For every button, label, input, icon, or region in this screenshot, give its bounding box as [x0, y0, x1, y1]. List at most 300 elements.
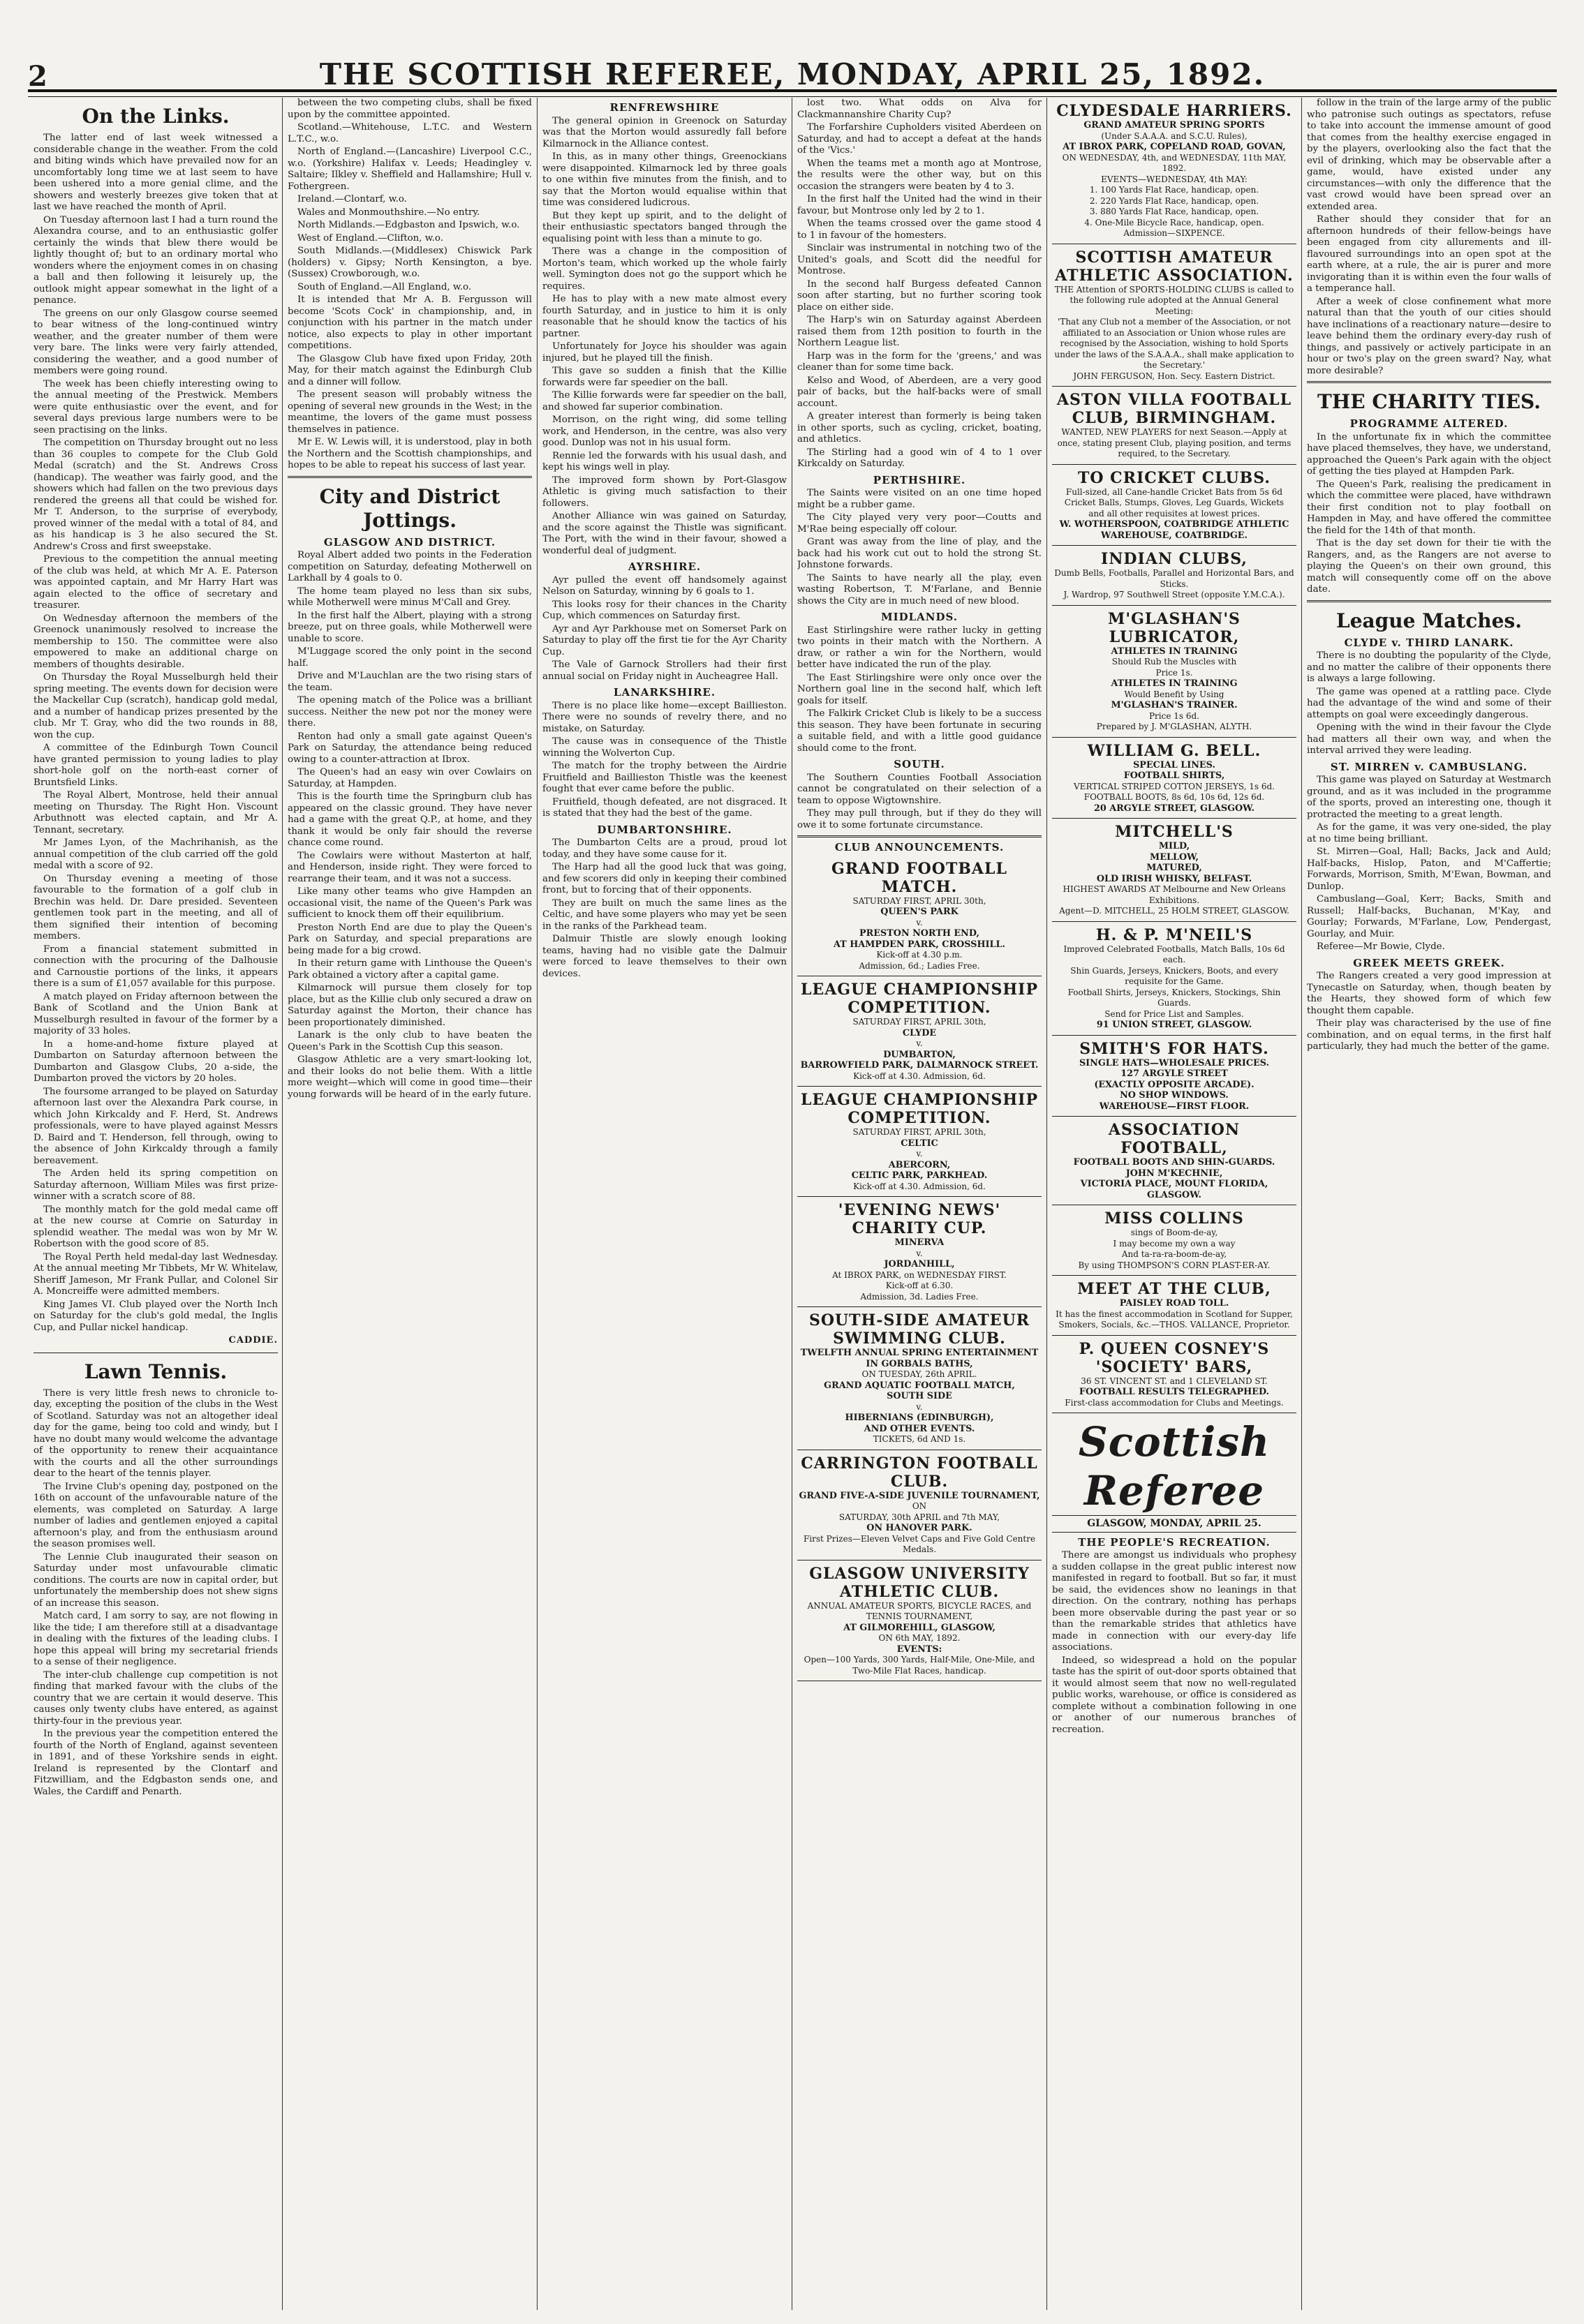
section-heading-links: On the Links.	[82, 105, 230, 128]
advertisements	[1052, 98, 1296, 1413]
recreation-article-continued	[1307, 98, 1551, 377]
column-rule	[1301, 98, 1302, 2310]
paragraph: In the second half Burgess defeated Cannon soon after starting, but no further scoring took place on either side.	[797, 278, 1042, 313]
paragraph: On Thursday evening a meeting of those favourable to the formation of a golf club in Brechin was held. Dr. Dare presided. Seventeen gentlemen took part in the meeting, and all of them signified their intention of becoming members.	[34, 873, 278, 941]
section-heading-city: City and District Jottings.	[319, 484, 501, 532]
paragraph: Ayr pulled the event off handsomely against Nelson on Saturday, winning by 6 goals to 1.	[542, 574, 787, 597]
paragraph: Previous to the competition the annual meeting of the club was held, at which Mr A. E. Paterson was appointed captain, and Mr Harry Hart was again elected to the office of secretary and treasurer.	[34, 554, 278, 611]
paragraph: Ayr and Ayr Parkhouse met on Somerset Park on Saturday to play off the first tie for the Ayr Charity Cup.	[542, 623, 787, 657]
advertisement-title: CLYDESDALE HARRIERS.	[1056, 102, 1292, 120]
paragraph: The Falkirk Cricket Club is likely to be a success this season. They have been fortunate in securing a suitable field, and with a little good guidance should come to the front.	[797, 708, 1042, 754]
announcement	[797, 1197, 1042, 1307]
subheading-glasgow: GLASGOW AND DISTRICT.	[323, 535, 496, 549]
paragraph: There is very little fresh news to chronicle to-day, excepting the position of the clubs in the West of Scotland. Saturday was not an altogether ideal day for the game, being too cold and windy, but I have no doubt many would welcome the advantage of the opportunity to renew their acquaintance with the courts and all the other surroundings dear to the heart of the tennis player.	[34, 1387, 278, 1479]
advertisement-line: JOHN FERGUSON, Hon. Secy. Eastern District.	[1073, 371, 1275, 381]
advertisement-line: First-class accommodation for Clubs and Meetings.	[1065, 1397, 1284, 1408]
subheading-perthshire: PERTHSHIRE.	[873, 473, 966, 486]
announcement-line: SATURDAY FIRST, APRIL 30th,	[852, 1017, 986, 1027]
announcement-line: GRAND FIVE-A-SIDE JUVENILE TOURNAMENT,	[799, 1490, 1040, 1501]
paragraph: East Stirlingshire were rather lucky in getting two points in their match with the Northern. A draw, or rather a win for the Northern, would better have indicated the run of the play.	[797, 625, 1042, 670]
recreation-article	[1052, 1550, 1296, 1736]
advertisement-line: SINGLE HATS—WHOLESALE PRICES.	[1079, 1057, 1270, 1068]
advertisement-line: AT IBROX PARK, COPELAND ROAD, GOVAN,	[1063, 142, 1286, 152]
lanarkshire-article	[542, 701, 787, 820]
announcement-line: Admission, 3d. Ladies Free.	[860, 1291, 979, 1302]
announcement-title: 'EVENING NEWS' CHARITY CUP.	[838, 1201, 1001, 1237]
paragraph: In the unfortunate fix in which the committee have placed themselves, they have, we understand, approached the Queen's Park again with the object of getting the ties played at Hampden Park.	[1307, 431, 1551, 477]
announcement-line: v.	[916, 1038, 923, 1048]
advertisement-line: MELLOW,	[1150, 851, 1199, 863]
paragraph: Referee—Mr Bowie, Clyde.	[1317, 941, 1445, 952]
paragraph: Fruitfield, though defeated, are not disgraced. It is stated that they had the best of the game.	[542, 796, 787, 819]
announcement-title: LEAGUE CHAMPIONSHIP COMPETITION.	[800, 981, 1039, 1017]
paragraph: In the first half the Albert, playing with a strong breeze, put on three goals, while Motherwell were unable to score.	[288, 610, 532, 644]
paragraph: The home team played no less than six subs, while Motherwell were minus M'Call and Grey.	[288, 586, 532, 608]
divider	[288, 476, 532, 478]
announcement-line: ON HANOVER PARK.	[866, 1523, 972, 1533]
advertisement-line: Full-sized, all Cane-handle Cricket Bats from 5s 6d	[1065, 486, 1283, 497]
announcement-line: MINERVA	[894, 1237, 945, 1248]
paragraph: When the teams crossed over the game stood 4 to 1 in favour of the homesters.	[797, 218, 1042, 241]
clyde-article	[1307, 650, 1551, 757]
advertisement-line: Price 1s.	[1155, 667, 1193, 678]
column-4	[797, 98, 1042, 2310]
advertisement-line: Should Rub the Muscles with	[1111, 657, 1237, 666]
advertisement-line: SPECIAL LINES.	[1133, 759, 1215, 770]
paragraph: But they kept up spirit, and to the delight of their enthusiastic spectators banged through the equalising point with less than a minute to go.	[542, 210, 787, 244]
scottish-referee-logo: Scottish Referee	[1078, 1418, 1271, 1514]
paragraph: Mr James Lyon, of the Machrihanish, as the annual competition of the club carried off the gold medal with a score of 92.	[34, 837, 278, 871]
paragraph: between the two competing clubs, shall be fixed upon by the committee appointed.	[288, 98, 532, 120]
paragraph: He has to play with a new mate almost every fourth Saturday, and in justice to him it is only reasonable that he should know the tactics of his partner.	[542, 294, 787, 339]
paragraph: In the previous year the competition entered the fourth of the North of England, against seventeen in 1891, and of these Yorkshire sends in eight. Ireland is represented by the Clontarf and Fitzwilliam, and the Edgbaston sends one, and Wales, the Cardiff and Penarth.	[34, 1729, 278, 1797]
advertisement-line: Price 1s 6d.	[1148, 710, 1200, 721]
announcement-line: AND OTHER EVENTS.	[864, 1423, 975, 1434]
advertisement-line: (Under S.A.A.A. and S.C.U. Rules),	[1101, 131, 1248, 141]
column-6	[1307, 98, 1551, 2310]
advertisement	[1052, 387, 1296, 465]
divider	[1307, 381, 1551, 383]
advertisement-line: WAREHOUSE—FIRST FLOOR.	[1099, 1101, 1250, 1112]
paragraph: The Royal Perth held medal-day last Wednesday. At the annual meeting Mr Tibbets, Mr W. Whitelaw, Sheriff Jameson, Mr Frank Pullar, and Colonel Sir A. Moncreiffe were admitted members.	[34, 1251, 278, 1297]
paragraph: The Cowlairs were without Masterton at half, and Henderson, inside right. They were forced to rearrange their team, and it was not a success.	[288, 850, 532, 884]
announcement-line: ABERCORN,	[888, 1159, 951, 1170]
glasgow-article	[288, 550, 532, 1101]
announcement-line: QUEEN'S PARK	[880, 907, 958, 917]
paragraph: The inter-club challenge cup competition is not finding that marked favour with the clubs of the country that we are certain it would deserve. This causes only twenty clubs have entered, as against thirty-four in the previous year.	[34, 1669, 278, 1727]
announcement-line: TICKETS, 6d AND 1s.	[873, 1434, 966, 1444]
paragraph: On Tuesday afternoon last I had a turn round the Alexandra course, and to an enthusiastic golfer certainly the winds that blew there would be lightly thought of; but to an ordinary mortal who wonders where the enjoyment comes in on chasing a ball and then following it leisurely up, the outlook might appear somewhat in the light of a penance.	[34, 214, 278, 306]
paragraph: The Killie forwards were far speedier on the ball, and showed far superior combination.	[542, 390, 787, 412]
announcement-line: Kick-off at 4.30. Admission, 6d.	[853, 1071, 986, 1081]
announcement-line: IN GORBALS BATHS,	[866, 1358, 973, 1369]
announcement-line: v.	[916, 917, 923, 928]
paragraph: The greens on our only Glasgow course seemed to bear witness of the long-continued wintry weather, and the greater number of them were very bare. The links were very fairly attended, considering the weather, and a good number of members were going round.	[34, 308, 278, 376]
subheading-peoples-recreation: THE PEOPLE'S RECREATION.	[1078, 1535, 1271, 1549]
paragraph: There was a change in the composition of Morton's team, which worked up the whole fairly well. Symington does not go the support which he requires.	[542, 246, 787, 292]
advertisement	[1052, 244, 1296, 387]
paragraph: Kilmarnock will pursue them closely for top place, but as the Killie club only secured a draw on Saturday against the Morton, their chance has been proportionately diminished.	[288, 983, 532, 1028]
advertisement-title: M'GLASHAN'S LUBRICATOR,	[1108, 609, 1241, 646]
announcement-line: TWELFTH ANNUAL SPRING ENTERTAINMENT	[800, 1348, 1039, 1358]
advertisement-line: 20 ARGYLE STREET, GLASGOW.	[1093, 803, 1255, 814]
paragraph: Glasgow Athletic are a very smart-looking lot, and their looks do not belie them. With a little more weight—which will come in good time—their young forwards will be heard of in the early future.	[288, 1055, 532, 1100]
announcement	[797, 976, 1042, 1087]
advertisement-line: VICTORIA PLACE, MOUNT FLORIDA, GLASGOW.	[1080, 1179, 1268, 1200]
byline-caddie: CADDIE.	[228, 1335, 278, 1346]
paragraph: The Stirling had a good win of 4 to 1 over Kirkcaldy on Saturday.	[797, 447, 1042, 469]
paragraph: The competition on Thursday brought out no less than 36 couples to compete for the Club Gold Medal (scratch) and the St. Andrews Cross (handicap). The weather was fairly good, and the showers which had fallen on the two previous days rendered the greens all that could be wished for. Mr T. Anderson, to the surprise of everybody, proved winner of the medal with a total of 84, and as his handicap is 3 he also secured the St. Andrew's Cross and first sweepstake.	[34, 438, 278, 552]
advertisement-line: Would Benefit by Using	[1124, 689, 1224, 699]
paragraph: Cambuslang—Goal, Kerr; Backs, Smith and Russell; Half-backs, Buchanan, M'Kay, and Gourlay; Forwards, M'Farlane, Low, Pendergast, Gourlay, and Muir.	[1307, 894, 1551, 939]
advertisement-line: NO SHOP WINDOWS.	[1120, 1090, 1229, 1101]
announcement-line: PRESTON NORTH END,	[859, 928, 979, 939]
divider	[797, 835, 1042, 837]
announcement-line: ANNUAL AMATEUR SPORTS, BICYCLE RACES, and TENNIS TOURNAMENT,	[807, 1600, 1032, 1621]
advertisement-line: ATHLETES IN TRAINING	[1111, 646, 1238, 657]
announcement-line: Kick-off at 4.30 p.m.	[876, 950, 963, 960]
announcement-title: SOUTH-SIDE AMATEUR SWIMMING CLUB.	[808, 1311, 1030, 1348]
advertisement-line: ATHLETES IN TRAINING	[1111, 678, 1238, 689]
paragraph: Unfortunately for Joyce his shoulder was again injured, but he played till the finish.	[542, 341, 787, 364]
paragraph: M'Luggage scored the only point in the second half.	[288, 646, 532, 669]
paragraph: The Saints to have nearly all the play, even wasting Robertson, T. M'Farlane, and Bennie shows the City are in much need of new blood.	[797, 572, 1042, 606]
paragraph: This is the fourth time the Springburn club has appeared on the classic ground. They have never had a game with the great Q.P., at home, and they thank it would be only fair should the reverse chance come round.	[288, 791, 532, 848]
advertisement-line: 1. 100 Yards Flat Race, handicap, open.	[1089, 185, 1259, 195]
paragraph: On Thursday the Royal Musselburgh held their spring meeting. The events down for decision were the Mackellar Cup (scratch), handicap gold medal, and a number of handicap prizes presented by the club. Mr T. Gray, who did the two rounds in 88, won the cup.	[34, 672, 278, 740]
advertisement-line: FOOTBALL RESULTS TELEGRAPHED.	[1079, 1387, 1270, 1397]
divider	[1307, 600, 1551, 602]
paragraph: The Lennie Club inaugurated their season on Saturday under most unfavourable climatic conditions. The courts are now in capital order, but unfortunately the membership does not shew signs of an increase this season.	[34, 1551, 278, 1609]
advertisement-line: It has the finest accommodation in Scotland for Supper, Smokers, Socials, &c.—THOS. VALLANCE, Proprietor.	[1056, 1309, 1293, 1329]
announcement-line: SATURDAY FIRST, APRIL 30th,	[852, 895, 986, 906]
paragraph: Mr E. W. Lewis will, it is understood, play in both the Northern and the Scottish championships, and hopes to be able to repeat his success of last year.	[288, 437, 532, 470]
advertisement	[1052, 1336, 1296, 1414]
paragraph: A match played on Friday afternoon between the Bank of Scotland and the Union Bank at Musselburgh resulted in favour of the former by a majority of 33 holes.	[34, 991, 278, 1036]
advertisement-title: ASTON VILLA FOOTBALL CLUB, BIRMINGHAM.	[1056, 391, 1292, 427]
st-mirren-article	[1307, 775, 1551, 953]
announcement	[797, 856, 1042, 977]
advertisement-line: I may become my own a way	[1113, 1238, 1236, 1249]
paragraph: The present season will probably witness the opening of several new grounds in the West; in the meantime, the lovers of the game must possess themselves in patience.	[288, 389, 532, 435]
advertisement-line: By using THOMPSON'S CORN PLAST-ER-AY.	[1078, 1260, 1271, 1270]
subheading-renfrewshire: RENFREWSHIRE	[609, 101, 720, 114]
announcement-line: HIBERNIANS (EDINBURGH),	[845, 1413, 994, 1423]
paragraph: South Midlands.—(Middlesex) Chiswick Park (holders) v. Gipsy; North Kensington, a bye. (Sussex) Crowborough, w.o.	[288, 246, 532, 279]
announcement-title: GRAND FOOTBALL MATCH.	[831, 859, 1007, 896]
advertisement-line: M'GLASHAN'S TRAINER.	[1111, 700, 1238, 710]
advertisement-title: MEET AT THE CLUB,	[1077, 1280, 1271, 1298]
paragraph: Another Alliance win was gained on Saturday, and the score against the Thistle was significant. The Port, with the wind in their favour, showed a wonderful deal of judgment.	[542, 511, 787, 556]
paragraph: The Dumbarton Celts are a proud, proud lot today, and they have some cause for it.	[542, 837, 787, 860]
advertisement	[1052, 98, 1296, 244]
advertisement-line: Shin Guards, Jerseys, Knickers, Boots, and every requisite for the Game.	[1070, 965, 1278, 986]
paragraph: From a financial statement submitted in connection with the procuring of the Dalhousie and Carnoustie portions of the links, it appears there is a sum of £1,057 available for this purpose.	[34, 944, 278, 989]
announcement-line: GRAND AQUATIC FOOTBALL MATCH,	[824, 1380, 1015, 1391]
advertisement-line: W. WOTHERSPOON, COATBRIDGE ATHLETIC WAREHOUSE, COATBRIDGE.	[1059, 519, 1289, 541]
paragraph: Kelso and Wood, of Aberdeen, are a very good pair of backs, but the half-backs were of small account.	[797, 375, 1042, 409]
advertisement-line: And ta-ra-ra-boom-de-ay,	[1121, 1249, 1227, 1259]
masthead-rule	[28, 89, 1557, 97]
advertisement-line: GRAND AMATEUR SPRING SPORTS	[1083, 120, 1265, 131]
subheading-clyde-third-lanark: CLYDE v. THIRD LANARK.	[1344, 636, 1514, 649]
paragraph: There is no doubting the popularity of the Clyde, and no matter the calibre of their opponents there is always a large following.	[1307, 650, 1551, 684]
paragraph: The game was opened at a rattling pace. Clyde had the advantage of the wind and some of their attempts on goal were exceedingly dangerous.	[1307, 686, 1551, 720]
column-rule	[537, 98, 538, 2310]
paragraph: There are amongst us individuals who prophesy a sudden collapse in the great public interest now manifested in regard to football. But so far, it must be said, the evidences show no leanings in that direction. On the contrary, nothing has perhaps been more observable during the past year or so than the remarkable strides that athletics have made in connection with our every-day life associations.	[1052, 1550, 1296, 1653]
paragraph: The Vale of Garnock Strollers had their first annual social on Friday night in Aucheagree Hall.	[542, 660, 787, 682]
section-heading-charity-ties: THE CHARITY TIES.	[1317, 390, 1541, 413]
advertisement-line: VERTICAL STRIPED COTTON JERSEYS, 1s 6d.	[1074, 781, 1275, 791]
announcement-line: Kick-off at 4.30. Admission, 6d.	[853, 1181, 986, 1191]
paragraph: They are built on much the same lines as the Celtic, and have some players who may yet be seen in the ranks of the Parkhead team.	[542, 897, 787, 932]
advertisement-title: ASSOCIATION FOOTBALL,	[1108, 1121, 1241, 1157]
advertisement-line: 4. One-Mile Bicycle Race, handicap, open.	[1084, 217, 1264, 228]
paragraph: Harp was in the form for the 'greens,' and was cleaner than for some time back.	[797, 350, 1042, 373]
advertisement-line: 2. 220 Yards Flat Race, handicap, open.	[1089, 195, 1259, 206]
paragraph: The foursome arranged to be played on Saturday afternoon last over the Alexandra Park course, in which John Kirkcaldy and F. Herd, St. Andrews professionals, were to have played against Messrs D. Baird and T. Henderson, fell through, owing to the absence of John Kirkcaldy through a family bereavement.	[34, 1086, 278, 1166]
paragraph: This gave so sudden a finish that the Killie forwards were far speedier on the ball.	[542, 366, 787, 388]
advertisement-title: H. & P. M'NEIL'S	[1095, 925, 1253, 944]
announcement-line: CELTIC	[901, 1138, 938, 1149]
paragraph: The Saints were visited on an one time hoped might be a rubber game.	[797, 488, 1042, 510]
paragraph: Their play was characterised by the use of fine combination, and on equal terms, in the first half particularly, they had much the better of the game.	[1307, 1018, 1551, 1052]
advertisement-line: FOOTBALL BOOTS AND SHIN-GUARDS.	[1073, 1157, 1275, 1168]
paragraph: The improved form shown by Port-Glasgow Athletic is giving much satisfaction to their followers.	[542, 475, 787, 509]
announcement-line: SATURDAY, 30th APRIL and 7th MAY,	[838, 1512, 1000, 1522]
column-5	[1052, 98, 1296, 2310]
paragraph: They may pull through, but if they do they will owe it to some fortunate circumstance.	[797, 808, 1042, 830]
column-1	[34, 98, 278, 2310]
paragraph: St. Mirren—Goal, Hall; Backs, Jack and Auld; Half-backs, Hislop, Paton, and M'Caffertie; Forwards, Morrison, Smith, M'Ewan, Bowman, and Dunlop.	[1307, 847, 1551, 892]
paragraph: A greater interest than formerly is being taken in other sports, such as cycling, cricket, boating, and athletics.	[797, 411, 1042, 445]
announcement-line: v.	[916, 1248, 923, 1258]
paragraph: It is intended that Mr A. B. Fergusson will become 'Scots Cock' in championship, and, in conjunction with his partner in the match under notice, also expects to play in other important competitions.	[288, 295, 532, 351]
page-title: THE SCOTTISH REFEREE, MONDAY, APRIL 25, 1892.	[319, 57, 1266, 91]
paragraph: In this, as in many other things, Greenockians were disappointed. Kilmarnock led by three goals to one within five minutes from the finish, and to say that the Morton would equalise within that time was considered ludicrous.	[542, 151, 787, 208]
paragraph: The East Stirlingshire were only once over the Northern goal line in the second half, which left goals for itself.	[797, 672, 1042, 706]
paragraph: The general opinion in Greenock on Saturday was that the Morton would assuredly fall before Kilmarnock in the Alliance contest.	[542, 115, 787, 149]
paragraph: Rennie led the forwards with his usual dash, and kept his wings well in play.	[542, 450, 787, 472]
paragraph: On Wednesday afternoon the members of the Greenock unanimously resolved to increase the membership to 150. The committee were also empowered to make an additional charge on members of thoughts desirable.	[34, 613, 278, 670]
advertisement	[1052, 738, 1296, 819]
announcement-line: SATURDAY FIRST, APRIL 30th,	[852, 1127, 986, 1137]
advertisement-line: FOOTBALL BOOTS, 8s 6d, 10s 6d, 12s 6d.	[1083, 792, 1265, 802]
paragraph: Lanark is the only club to have beaten the Queen's Park in the Scottish Cup this season.	[288, 1030, 532, 1052]
subheading-dumbartonshire: DUMBARTONSHIRE.	[597, 823, 732, 836]
announcement	[797, 1307, 1042, 1450]
section-heading-league-matches: League Matches.	[1336, 609, 1522, 632]
subheading-lanarkshire: LANARKSHIRE.	[613, 686, 716, 699]
advertisement-line: Send for Price List and Samples.	[1104, 1008, 1244, 1019]
paragraph: In a home-and-home fixture played at Dumbarton on Saturday afternoon between the Dumbarton and Glasgow Clubs, 20 a-side, the Dumbarton proved the victors by 20 holes.	[34, 1038, 278, 1084]
advertisement-line: MATURED,	[1146, 863, 1202, 873]
paragraph: The cause was in consequence of the Thistle winning the Wolverton Cup.	[542, 736, 787, 759]
advertisement-line: WANTED, NEW PLAYERS for next Season.—Apply at once, stating present Club, playing position, and terms required, to the Secretary.	[1057, 427, 1291, 459]
page-number: 2	[28, 60, 47, 93]
announcement-line: SOUTH SIDE	[887, 1391, 952, 1401]
paragraph: Like many other teams who give Hampden an occasional visit, the name of the Queen's Park was sufficient to knock them off their equilibrium.	[288, 886, 532, 920]
paragraph: This game was played on Saturday at Westmarch ground, and as it was included in the programme of the sports, proved an interesting one, though it protracted the meeting to a great length.	[1307, 775, 1551, 820]
announcement-line: v.	[916, 1401, 923, 1412]
paragraph: Opening with the wind in their favour the Clyde had matters all their own way, and when the interval arrived they were leading.	[1307, 722, 1551, 756]
tennis-article	[34, 1388, 278, 1798]
paragraph: The week has been chiefly interesting owing to the annual meeting of the Prestwick. Members were quite enthusiastic over the event, and for several days previous large numbers were to be seen practising on the links.	[34, 378, 278, 435]
paragraph: lost two. What odds on Alva for Clackmannanshire Charity Cup?	[797, 98, 1042, 120]
subheading-south: SOUTH.	[894, 758, 945, 770]
advertisement-line: 'That any Club not a member of the Association, or not affiliated to an Association or Union whose rules are recognised by the Association, wishing to hold Sports under the laws of the S.A.A.A., shall make application to the Secretary.'	[1054, 317, 1294, 370]
column-2	[288, 98, 532, 2310]
paragraph: South of England.—All England, w.o.	[297, 281, 472, 292]
advertisement-line: J. Wardrop, 97 Southwell Street (opposite Y.M.C.A.).	[1063, 590, 1285, 599]
paragraph: The match for the trophy between the Airdrie Fruitfield and Baillieston Thistle was the keenest fought that ever came before the public.	[542, 761, 787, 794]
paragraph: There is no place like home—except Baillieston. There were no sounds of revelry there, and no mistake, on Saturday.	[542, 700, 787, 734]
paragraph: As for the game, it was very one-sided, the play at no time being brilliant.	[1307, 822, 1551, 844]
paragraph: The opening match of the Police was a brilliant success. Neither the new pot nor the money were there.	[288, 695, 532, 729]
advertisement	[1052, 922, 1296, 1036]
paragraph: Morrison, on the right wing, did some telling work, and Henderson, in the centre, was also very good. Dunlop was not in his usual form.	[542, 415, 787, 448]
paragraph: follow in the train of the large army of the public who patronise such outings as spectators, refuse to take into account the immense amount of good that comes from the healthy exercise engaged in by the players, overlooking also the fact that the evil of drinking, which may be observable after a game, would, have existed under any circumstances—with only the difference that the vast crowd would have been spread over an extended area.	[1307, 98, 1551, 212]
paragraph: Ireland.—Clontarf, w.o.	[297, 194, 407, 204]
advertisement-line: 36 ST. VINCENT ST. and 1 CLEVELAND ST.	[1081, 1376, 1268, 1386]
advertisement-line: THE Attention of SPORTS-HOLDING CLUBS is called to the following rule adopted at the Annual General Meeting:	[1054, 284, 1294, 316]
paragraph: West of England.—Clifton, w.o.	[297, 232, 444, 244]
advertisement-line: Football Shirts, Jerseys, Knickers, Stockings, Shin Guards.	[1067, 987, 1281, 1008]
section-heading-tennis: Lawn Tennis.	[84, 1360, 228, 1383]
advertisement	[1052, 819, 1296, 922]
paragraph: Dalmuir Thistle are slowly enough looking teams, having had no visible gate the Dalmuir were forced to leave themselves to their own devices.	[542, 934, 787, 979]
advertisement-line: 91 UNION STREET, GLASGOW.	[1096, 1020, 1252, 1030]
paragraph: When the teams met a month ago at Montrose, the results were the other way, but on this occasion the strangers were beaten by 4 to 3.	[797, 158, 1042, 192]
paragraph: Grant was away from the line of play, and the back had his work cut out to hold the strong St. Johnstone forwards.	[797, 537, 1042, 570]
advertisement-line: (EXACTLY OPPOSITE ARCADE).	[1094, 1079, 1254, 1090]
paragraph: The City played very very poor—Coutts and M'Rae being especially off colour.	[797, 512, 1042, 535]
paragraph: Preston North End are due to play the Queen's Park on Saturday, and special preparations are being made for a big crowd.	[288, 922, 532, 956]
charity-article	[1307, 432, 1551, 596]
announcement-line: EVENTS:	[896, 1644, 942, 1655]
announcement-line: AT GILMOREHILL, GLASGOW,	[843, 1622, 995, 1633]
advertisement-title: MISS COLLINS	[1104, 1209, 1244, 1228]
announcement-line: First Prizes—Eleven Velvet Caps and Five Gold Centre Medals.	[803, 1533, 1036, 1554]
subheading-ayrshire: AYRSHIRE.	[628, 560, 702, 573]
advertisement-line: ON WEDNESDAY, 4th, and WEDNESDAY, 11th MAY, 1892.	[1062, 152, 1287, 173]
midlands-article	[797, 625, 1042, 755]
paragraph: Indeed, so widespread a hold on the popular taste has the spirit of out-door sports obtained that it would almost seem that now no well-regulated public works, warehouse, or office is considered as complete without a combination following in one or another of our numerous branches of recreation.	[1052, 1655, 1296, 1735]
advertisement-line: EVENTS—WEDNESDAY, 4th MAY:	[1101, 174, 1248, 184]
paragraph: The latter end of last week witnessed a considerable change in the weather. From the cold and biting winds which have prevailed now for an uncomfortably long time we at last seem to have been ushered into a more genial clime, and the showers and westerly breezes give token that at last we have reached the month of April.	[34, 133, 278, 212]
paragraph: The Forfarshire Cupholders visited Aberdeen on Saturday, and had to accept a defeat at the hands of the 'Vics.'	[797, 122, 1042, 156]
paragraph: Scotland.—Whitehouse, L.T.C. and Western L.T.C., w.o.	[288, 122, 532, 144]
paragraph: The Royal Albert, Montrose, held their annual meeting on Thursday. The Right Hon. Viscount Arbuthnott was elected captain, and Mr A. Tennant, secretary.	[34, 790, 278, 835]
advertisement-title: SCOTTISH AMATEUR ATHLETIC ASSOCIATION.	[1055, 248, 1294, 285]
paragraph: In the first half the United had the wind in their favour, but Montrose only led by 2 to 1.	[797, 194, 1042, 216]
perthshire-article	[797, 488, 1042, 607]
subheading-greek-meets-greek: GREEK MEETS GREEK.	[1353, 956, 1505, 969]
announcement-line: ON	[912, 1501, 927, 1511]
announcement	[797, 1087, 1042, 1197]
advertisement-line: PAISLEY ROAD TOLL.	[1119, 1298, 1229, 1309]
paragraph: King James VI. Club played over the North Inch on Saturday for the club's gold medal, the Inglis Cup, and Pullar nickel handicap.	[34, 1299, 278, 1333]
greek-article	[1307, 971, 1551, 1053]
paragraph: After a week of close confinement what more natural than that the youth of our cities should have inclinations of a reactionary nature—desire to leave behind them the ordinary every-day rush of things, and passively or actively participate in an hour or two's play on the green sward? Nay, what more desirable?	[1307, 296, 1551, 376]
paragraph: North Midlands.—Edgbaston and Ipswich, w.o.	[297, 220, 520, 230]
column-rule	[1046, 98, 1047, 2310]
advertisement	[1052, 465, 1296, 546]
column-3	[542, 98, 787, 2310]
paragraph: The Irvine Club's opening day, postponed on the 16th on account of the unfavourable nature of the elements, was completed on Saturday. A large number of ladies and gentlemen enjoyed a capital afternoon's play, and from the enthusiasm around the season promises well.	[34, 1481, 278, 1549]
announcement-line: Kick-off at 6.30.	[885, 1281, 954, 1290]
advertisement-line: Improved Celebrated Footballs, Match Balls, 10s 6d each.	[1063, 944, 1285, 964]
announcement-line: DUMBARTON,	[883, 1049, 956, 1060]
announcement-line: Open—100 Yards, 300 Yards, Half-Mile, One-Mile, and Two-Mile Flat Races, handicap.	[804, 1655, 1035, 1676]
paragraph: In their return game with Linthouse the Queen's Park obtained a victory after a capital game.	[288, 958, 532, 981]
renfrewshire-article	[542, 116, 787, 558]
advertisement-line: 3. 880 Yards Flat Race, handicap, open.	[1089, 207, 1259, 216]
paragraph: Sinclair was instrumental in notching two of the United's goals, and Scott did the needful for Montrose.	[797, 243, 1042, 276]
announcement	[797, 1450, 1042, 1560]
announcement-title: CARRINGTON FOOTBALL CLUB.	[801, 1454, 1038, 1491]
ayrshire-article	[542, 575, 787, 683]
northern-article	[797, 98, 1042, 470]
announcement-line: CLYDE	[902, 1027, 937, 1038]
advertisement-line: JOHN M'KECHNIE,	[1125, 1168, 1223, 1179]
announcement-line: JORDANHILL,	[884, 1259, 955, 1269]
advertisement-line: HIGHEST AWARDS AT Melbourne and New Orleans Exhibitions.	[1063, 884, 1286, 905]
advertisement-title: SMITH'S FOR HATS.	[1079, 1039, 1269, 1058]
paragraph: Rather should they consider that for an afternoon hundreds of their fellow-beings have been engaged from city allurements and ill-flavoured surroundings into an open spot at the earth where, at a rule, the air is purer and more invigorating than it is within even the four walls of a temperance hall.	[1307, 214, 1551, 294]
dumbartonshire-article	[542, 837, 787, 980]
advertisement-title: P. QUEEN COSNEY'S 'SOCIETY' BARS,	[1079, 1339, 1270, 1376]
paragraph: The Queen's had an easy win over Cowlairs on Saturday, at Hampden.	[288, 767, 532, 789]
announcement-line: v.	[916, 1149, 923, 1159]
announcement-line: CELTIC PARK, PARKHEAD.	[851, 1170, 988, 1181]
subheading-midlands: MIDLANDS.	[880, 611, 958, 623]
advertisement	[1052, 606, 1296, 738]
announcement-line: ON 6th MAY, 1892.	[878, 1633, 961, 1643]
club-announcements	[797, 856, 1042, 1682]
advertisement	[1052, 546, 1296, 606]
paragraph: The Glasgow Club have fixed upon Friday, 20th May, for their match against the Edinburgh Club and a dinner will follow.	[288, 353, 532, 387]
advertisement-title: WILLIAM G. BELL.	[1087, 741, 1261, 760]
paragraph: That is the day set down for their tie with the Rangers, and, as the Rangers are not averse to playing the Queen's on their own ground, this match will consequently come off on the above date.	[1307, 538, 1551, 595]
paragraph: Wales and Monmouthshire.—No entry.	[297, 207, 480, 218]
links-article	[34, 133, 278, 1334]
advertisement-line: Prepared by J. M'GLASHAN, ALYTH.	[1096, 722, 1252, 731]
advertisement-line: and all other requisites at lowest prices.	[1088, 508, 1260, 519]
advertisement-line: MILD,	[1158, 841, 1190, 851]
paragraph: The Harp had all the good luck that was going, and few scorers did only in keeping their combined front, but to forcing that of their opponents.	[542, 862, 787, 895]
dateline: GLASGOW, MONDAY, APRIL 25.	[1052, 1515, 1296, 1533]
paragraph: Royal Albert added two points in the Federation competition on Saturday, defeating Motherwell on Larkhall by 4 goals to 0.	[288, 550, 532, 583]
advertisement-line: OLD IRISH WHISKY, BELFAST.	[1096, 873, 1252, 884]
paragraph: The Rangers created a very good impression at Tynecastle on Saturday, when, though beaten by the Hearts, they showed form of which few thought them capable.	[1307, 971, 1551, 1016]
announcement-line: ON TUESDAY, 26th APRIL.	[861, 1369, 977, 1379]
paragraph: The Harp's win on Saturday against Aberdeen raised them from 12th position to fourth in the Northern League list.	[797, 315, 1042, 348]
announcement-line: At IBROX PARK, on WEDNESDAY FIRST.	[832, 1269, 1007, 1280]
subheading-programme-altered: PROGRAMME ALTERED.	[1349, 417, 1509, 430]
paragraph: The Queen's Park, realising the predicament in which the committee were placed, have withdrawn their first condition not to play football on Hampden in May, and have offered the committee the field for the 14th of that month.	[1307, 479, 1551, 536]
tennis-article-continued	[288, 98, 532, 472]
advertisement	[1052, 1276, 1296, 1336]
advertisement-line: Admission—SIXPENCE.	[1123, 228, 1225, 238]
advertisement-line: Dumb Bells, Footballs, Parallel and Horizontal Bars, and Sticks.	[1054, 568, 1294, 589]
announcement-line: Admission, 6d.; Ladies Free.	[859, 960, 980, 971]
advertisement-line: Cricket Balls, Stumps, Gloves, Leg Guards, Wickets	[1064, 498, 1285, 507]
announcement-title: LEAGUE CHAMPIONSHIP COMPETITION.	[800, 1091, 1039, 1127]
subheading-st-mirren-cambuslang: ST. MIRREN v. CAMBUSLANG.	[1330, 760, 1528, 773]
announcement-line: AT HAMPDEN PARK, CROSSHILL.	[833, 939, 1005, 950]
advertisement-line: sings of Boom-de-ay,	[1130, 1228, 1218, 1237]
